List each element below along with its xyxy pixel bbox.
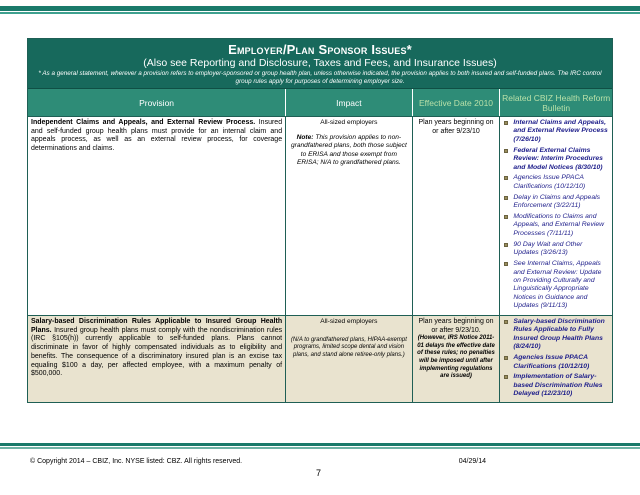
bullet-square-icon [504,320,508,324]
list-item[interactable]: Delay in Claims and Appeals Enforcement (3/22/11) [503,194,609,211]
list-item[interactable]: 90 Day Wait and Other Updates (3/26/13) [503,241,609,258]
bottom-accent-line [0,447,640,449]
list-item[interactable]: Internal Claims and Appeals, and External Review Process (7/26/10) [503,119,609,144]
bulletin-cell [500,316,612,402]
col-related-bulletin: Related CBIZ Health Reform Bulletin [502,92,611,113]
bullet-square-icon [504,262,508,266]
table-row [28,116,612,315]
bullet-square-icon [504,356,508,360]
copyright: © Copyright 2014 – CBIZ, Inc. NYSE listed: CBZ. All rights reserved. [30,458,243,465]
top-accent-bar [0,6,640,11]
list-item[interactable]: Federal External Claims Review: Interim Procedures and Model Notices (8/30/10) [503,147,609,172]
bullet-square-icon [504,196,508,200]
effective-date: Plan years beginning on or after 9/23/10 [418,119,494,135]
impact-note: Note: This provision applies to non-grandfathered plans, both those subject to ERISA and those exempt from ERISA; N/A to grandfathered plans. [290,133,407,166]
provision-cell [28,117,286,315]
effective-date: Plan years beginning on or after 9/23/10. [418,318,494,334]
list-item[interactable]: Implementation of Salary-based Discrimination Rules Delayed (12/23/10) [503,373,609,398]
list-item[interactable]: Salary-based Discrimination Rules Applicable to Fully Insured Group Health Plans (8/24/10) [503,318,609,352]
general-note: * As a general statement, wherever a provision refers to employer-sponsored or group health plan, unless otherwise indicated, the provision applies to both insured and self-funded plans. The IRC control group rules apply for purposes of determining employer size. [38,70,602,85]
provision-title: Salary-based Discrimination Rules Applicable to Insured Group Health Plans. [31,318,283,334]
provision-body: Insured group health plans must comply with the nondiscrimination rules (IRC §105(h)) currently applicable to self-funded plans. Plans cannot discriminate in favor of highly compensated individuals as to eligibility and benefits. The consequence of a discriminatory insured plan is an excise tax equaling $100 a day, per affected employee, with a maximum penalty of $500,000. [31,326,283,378]
impact-cell [286,316,413,402]
col-effective-date: Effective Date 2010 [413,89,501,116]
list-item[interactable]: Agencies Issue PPACA Clarifications (10/12/10) [503,174,609,191]
bullet-square-icon [504,176,508,180]
bullet-square-icon [504,243,508,247]
impact-note: (N/A to grandfathered plans, HIPAA-exempt programs, limited scope dental and vision plans, and stand alone retiree-only plans.) [290,336,407,359]
page-subtitle: (Also see Reporting and Disclosure, Taxes and Fees, and Insurance Issues) [143,57,497,69]
col-provision: Provision [28,89,286,116]
bulletin-cell [500,117,612,315]
list-item[interactable]: See Internal Claims, Appeals and External Review: Update on Providing Culturally and Linguistically Appropriate Notices in Guidance and Updates (9/11/13) [503,260,609,310]
page-number: 7 [316,468,322,478]
impact-cell [286,117,413,315]
page-title: Employer/Plan Sponsor Issues* [228,42,412,57]
top-accent-line [0,12,640,14]
list-item[interactable]: Agencies Issue PPACA Clarifications (10/12/10) [503,354,609,371]
effective-cell [413,117,501,315]
provision-title: Independent Claims and Appeals, and External Review Process. [31,119,256,126]
effective-cell [413,316,501,402]
provision-cell [28,316,286,402]
issues-table [27,38,613,403]
table-row [28,315,612,402]
bullet-square-icon [504,149,508,153]
bullet-square-icon [504,375,508,379]
impact-head: All-sized employers [320,318,378,325]
table-header [28,39,612,88]
bullet-square-icon [504,215,508,219]
impact-head: All-sized employers [320,119,378,126]
provision-body: Insured and self-funded group health plans must provide for an internal claim and appeals process, as well as an external review process, for coverage determinations and claims. [31,119,283,153]
effective-note: (However, IRS Notice 2011-01 delays the effective date of these rules; no penalties will be imposed until after implementing regulations are issued) [417,335,495,380]
column-headers [28,88,612,116]
footer-date: 04/29/14 [458,458,486,465]
bottom-accent-bar [0,443,640,446]
list-item[interactable]: Modifications to Claims and Appeals, and External Review Processes (7/11/11) [503,213,609,238]
bullet-square-icon [504,121,508,125]
col-impact: Impact [286,89,413,116]
